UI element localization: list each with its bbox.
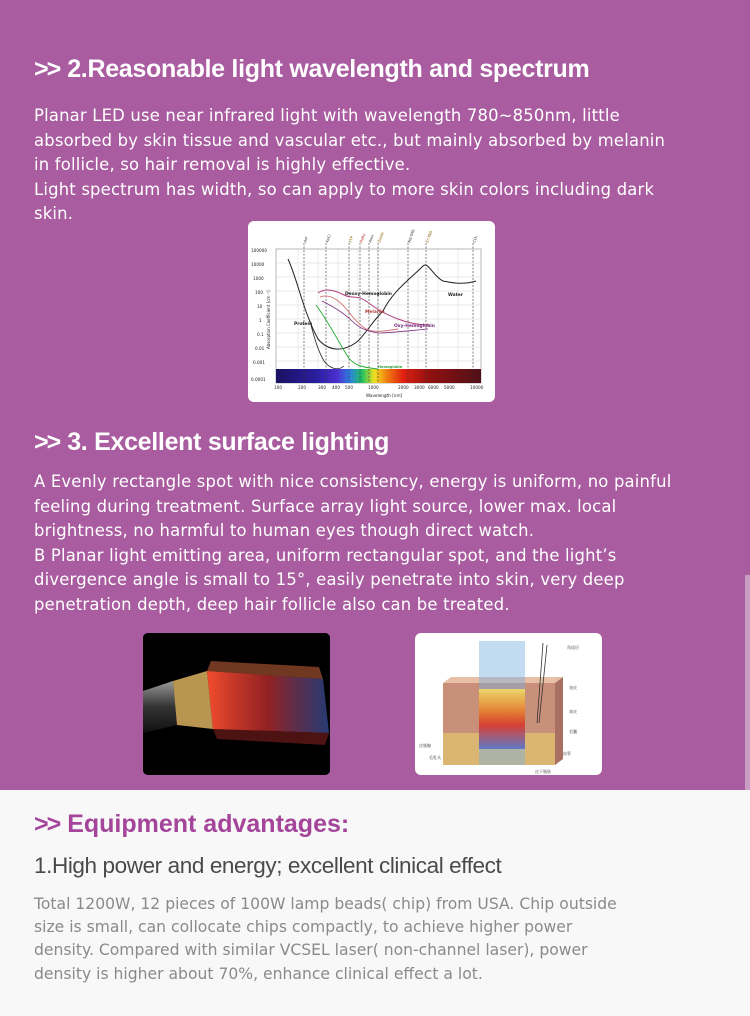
advantages-line: density. Compared with similar VCSEL laser( non-channel laser), power — [34, 941, 588, 960]
spectrum-chart-card — [248, 221, 495, 402]
x-tick: 2000 — [398, 385, 409, 390]
laser-label: Alex — [367, 233, 375, 244]
section3-heading — [34, 428, 389, 457]
protein-label: Protein — [294, 322, 313, 327]
section3-line: A Evenly rectangle spot with nice consistency, energy is uniform, no painful — [34, 472, 672, 491]
x-tick: 1000 — [368, 385, 379, 390]
section3-line: penetration depth, deep hair follicle also can be treated. — [34, 594, 510, 614]
skin-label: 皮下脂肪 — [535, 769, 551, 774]
skin-label: 皮脂腺 — [419, 743, 431, 748]
x-tick: 5000 — [444, 385, 455, 390]
section3-line: feeling during treatment. Surface array light source, lower max. local — [34, 496, 617, 516]
skin-label: 真皮 — [569, 709, 577, 714]
x-tick: 10000 — [470, 385, 484, 390]
oxy-label: Oxy-Hemoglobin — [394, 324, 435, 329]
skin-label: 毛囊 — [569, 729, 577, 734]
section2-heading — [34, 55, 589, 84]
section2-line: skin. — [34, 204, 74, 224]
section2-line: Light spectrum has width, so can apply to more skin colors including dark — [34, 179, 655, 199]
x-tick: 100 — [274, 385, 282, 390]
light-device-illustration — [143, 633, 330, 775]
section3-line: brightness, no harmful to human eyes though direct watch. — [34, 521, 535, 541]
y-tick: 100 — [255, 290, 263, 295]
laser-label: XeCl — [324, 233, 332, 244]
section3-title: 3. Excellent surface lighting — [67, 428, 390, 456]
y-tick: 1 — [259, 318, 262, 323]
y-tick: 100000 — [251, 248, 267, 253]
section2-title: 2.Reasonable light wavelength and spectrum — [67, 55, 590, 83]
side-edge — [745, 575, 750, 790]
advantages-arrow: >> — [34, 810, 60, 838]
advantages-line: density is higher about 70%, enhance clinical effect a lot. — [34, 964, 483, 983]
laser-label: Ruby — [358, 232, 367, 244]
skin-label: 表皮 — [569, 685, 577, 690]
light-device-image — [143, 633, 330, 775]
y-tick: 0.1 — [257, 332, 264, 337]
y-tick: 10000 — [251, 262, 265, 267]
advantages-line: size is small, can collocate chips compactly, to achieve higher power — [34, 918, 573, 937]
x-tick: 200 — [298, 385, 306, 390]
section3-arrow: >> — [34, 428, 60, 456]
advantages-heading — [34, 810, 349, 839]
laser-label: ArF — [302, 235, 310, 244]
deoxy-label: Deoxy-Hemoglobin — [345, 292, 392, 297]
x-tick: 400 — [332, 385, 340, 390]
x-tick: 500 — [345, 385, 353, 390]
water-label: Water — [448, 293, 463, 298]
y-tick: 0.001 — [253, 360, 265, 365]
spectrum-chart — [248, 221, 495, 402]
skin-penetration-image — [415, 633, 602, 775]
skin-label: 毛乳头 — [429, 755, 441, 760]
y-tick: 1000 — [253, 276, 264, 281]
x-tick: 3000 — [414, 385, 425, 390]
section2-line: Planar LED use near infrared light with wavelength 780~850nm, little — [34, 106, 620, 125]
laser-label: KTP — [347, 235, 355, 244]
x-axis-label: Wavelength [nm] — [366, 393, 403, 398]
laser-label: Nd:YAG — [406, 228, 416, 244]
advantages-subtitle: 1.High power and energy; excellent clinical effect — [34, 853, 502, 878]
skin-penetration-illustration — [415, 633, 602, 775]
section2-paragraph — [34, 104, 724, 227]
x-tick: 300 — [318, 385, 326, 390]
laser-label: Er:YAG — [424, 229, 434, 244]
melanin-label: Melanin — [365, 310, 385, 315]
skin-label: 角质层 — [567, 645, 579, 650]
section3-line: B Planar light emitting area, uniform rectangular spot, and the light’s — [34, 545, 617, 565]
y-tick: 0.0001 — [251, 377, 266, 382]
section2-line: absorbed by skin tissue and vascular etc., but mainly absorbed by melanin — [34, 130, 666, 150]
laser-label: CO₂ — [471, 234, 479, 244]
section2-arrow: >> — [34, 55, 60, 83]
advantages-line: Total 1200W, 12 pieces of 100W lamp beads( chip) from USA. Chip outside — [34, 895, 617, 913]
skin-label: 血管 — [563, 751, 571, 756]
green-label: Hemoglobin — [378, 365, 403, 369]
spectrum-bar — [276, 369, 481, 383]
section2-line: in follicle, so hair removal is highly effective. — [34, 155, 411, 175]
y-tick: 10 — [257, 304, 263, 309]
advantages-paragraph — [34, 893, 724, 986]
y-tick: 0.01 — [255, 346, 265, 351]
section3-line: divergence angle is small to 15°, easily penetrate into skin, very deep — [34, 570, 625, 590]
section3-paragraph — [34, 470, 724, 618]
laser-label: Diode — [376, 231, 385, 244]
advantages-title: Equipment advantages: — [67, 810, 350, 838]
y-axis-label: Absorption Coefficient [cm⁻¹] — [266, 290, 271, 349]
x-tick: 6000 — [428, 385, 439, 390]
